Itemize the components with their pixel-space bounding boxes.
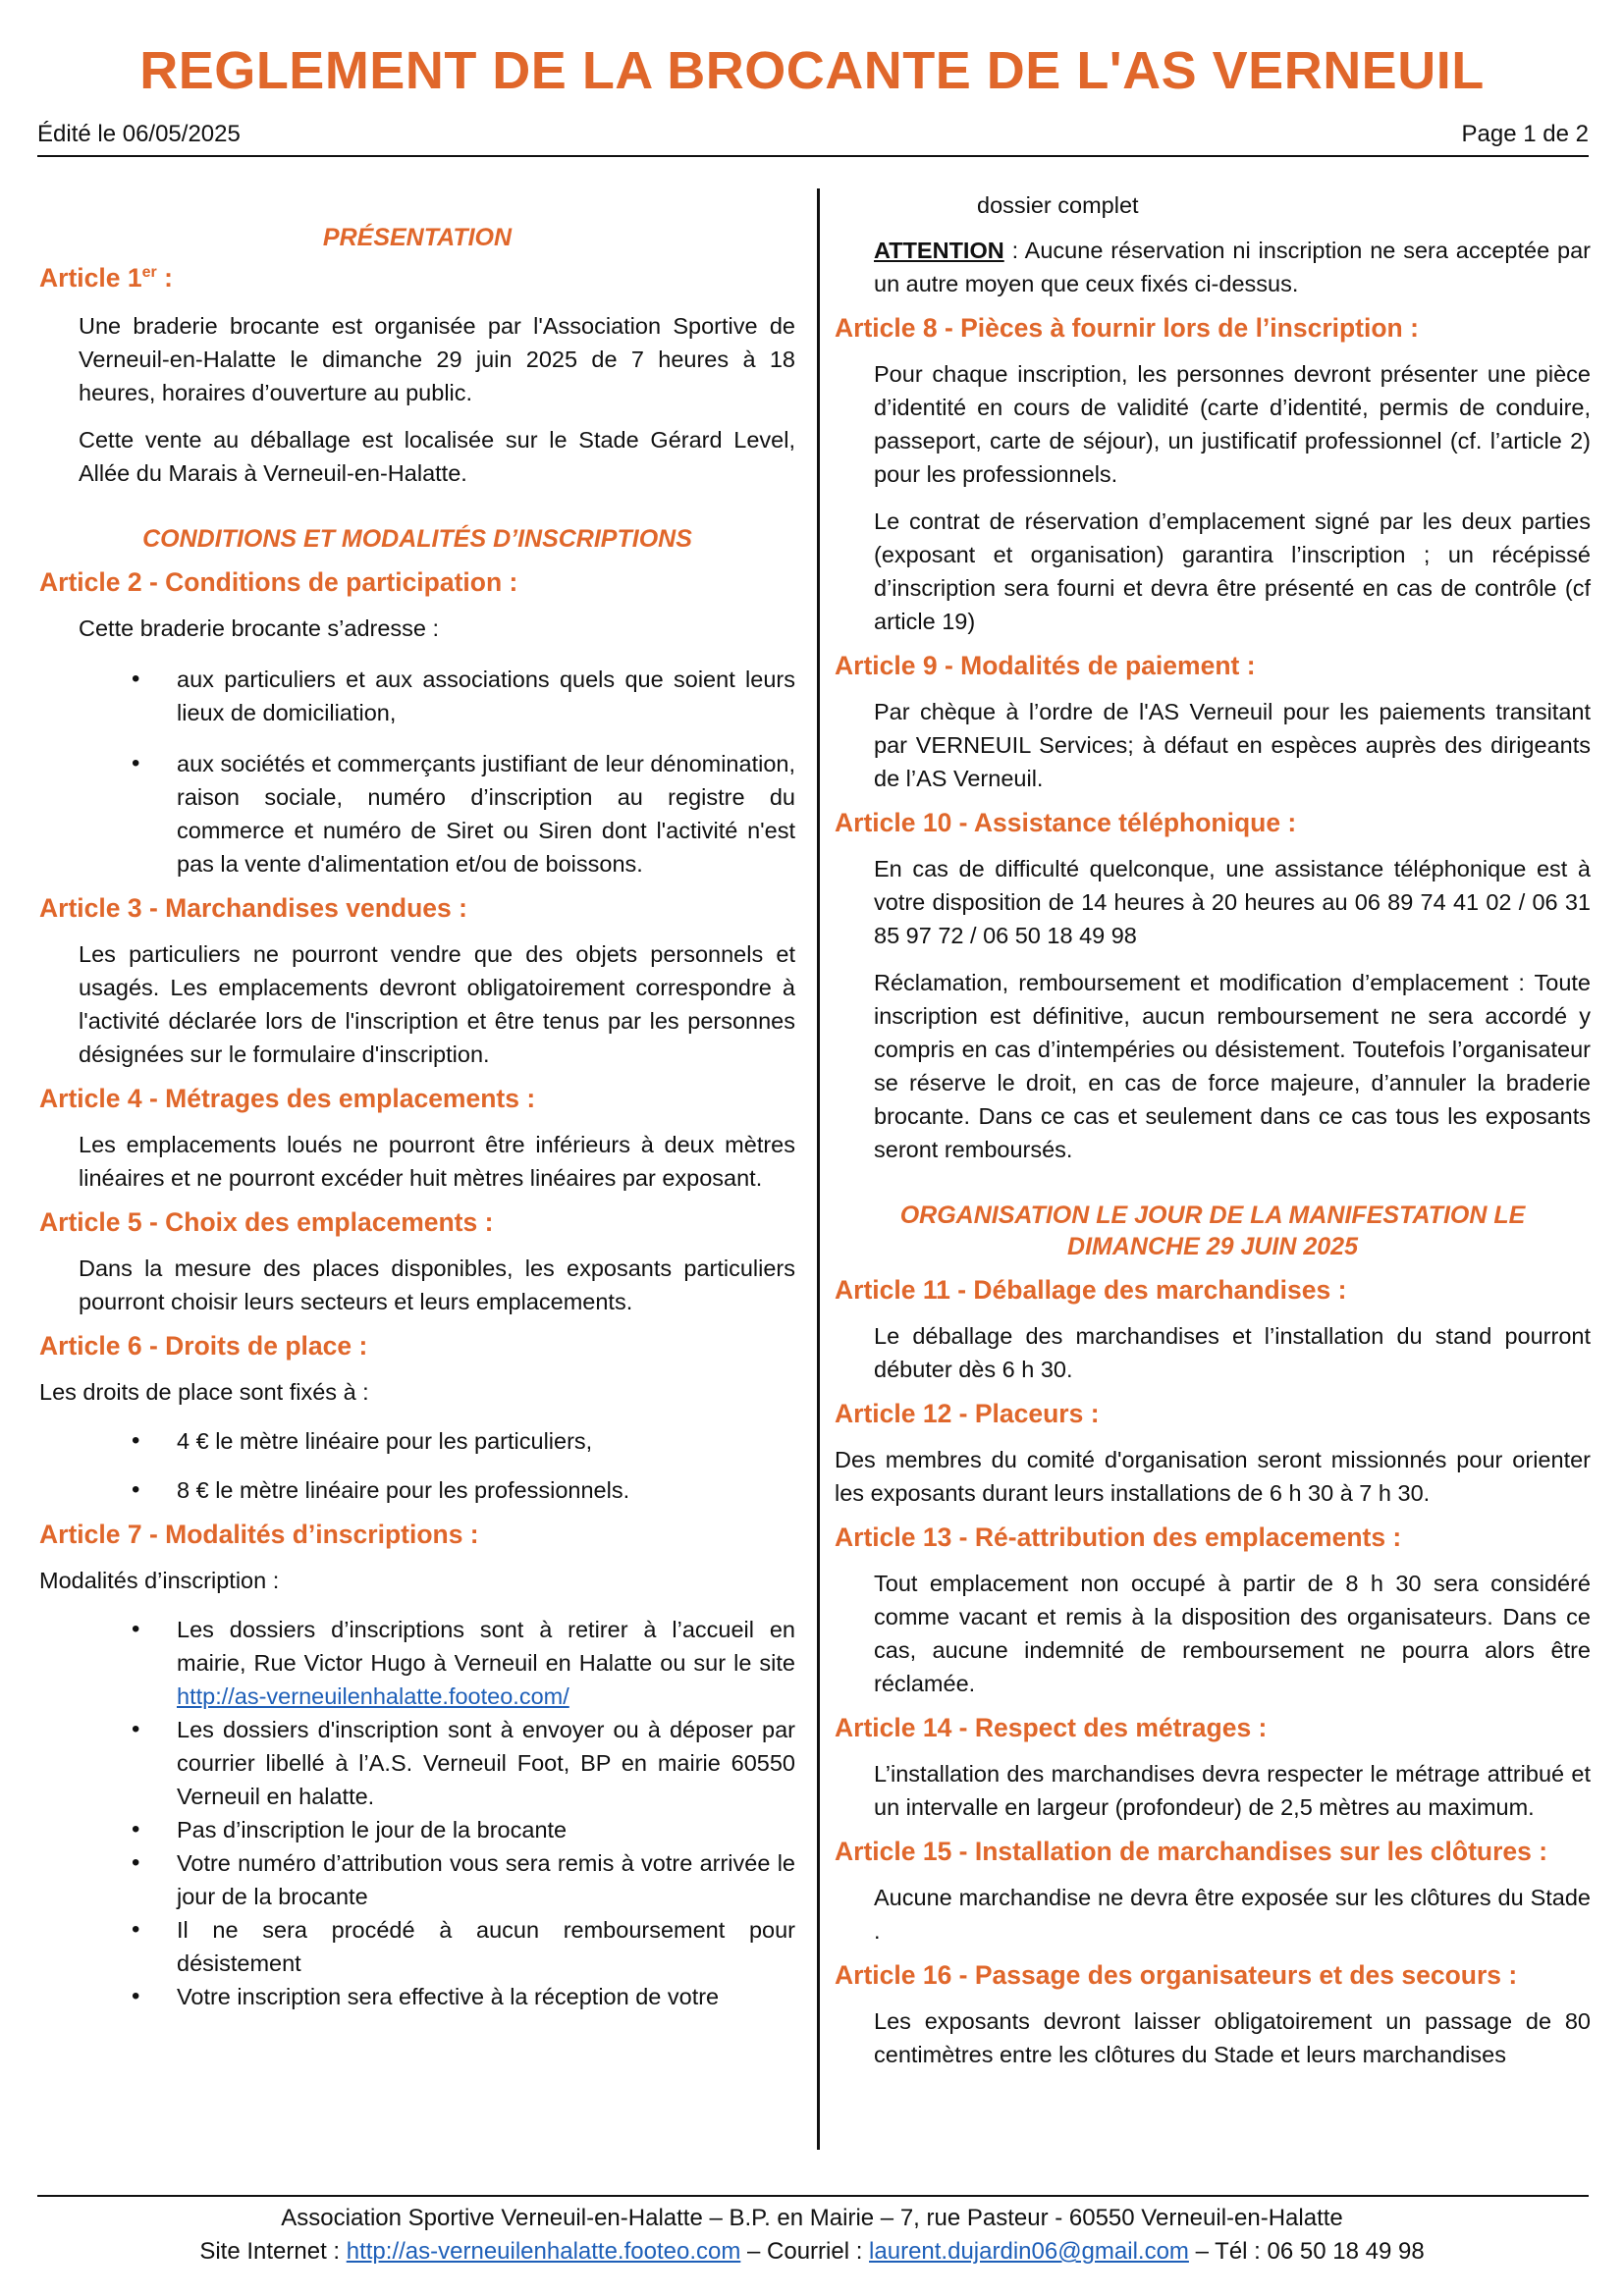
section-organisation-line-1: ORGANISATION LE JOUR DE LA MANIFESTATION LE: [899, 1201, 1526, 1229]
article-8-paragraph-1: Pour chaque inscription, les personnes devront présenter une pièce d’identité en cours de validité (carte d’identité, permis de conduire, passeport, carte de séjour), un justificatif professionnel (cf. l’article 2) pour les professionnels.: [874, 361, 1591, 487]
article-10-title: Article 10 - Assistance téléphonique :: [835, 808, 1297, 837]
footer-email-link[interactable]: laurent.dujardin06@gmail.com: [869, 2238, 1189, 2265]
article-6-list: [39, 1424, 795, 1507]
list-item: • Les dossiers d'inscription sont à envoyer ou à déposer par courrier libellé à l’A.S. Verneuil Foot, BP en mairie 60550 Verneuil en halatte.: [177, 1713, 795, 1813]
article-11-title: Article 11 - Déballage des marchandises :: [835, 1275, 1347, 1305]
list-item: • Votre numéro d’attribution vous sera remis à votre arrivée le jour de la brocante: [177, 1846, 795, 1913]
page-title: REGLEMENT DE LA BROCANTE DE L'AS VERNEUIL: [139, 41, 1485, 100]
footer-contact: [0, 2235, 1624, 2269]
article-4-title: Article 4 - Métrages des emplacements :: [39, 1083, 536, 1113]
list-item: [177, 1613, 795, 1713]
list-item: • aux sociétés et commerçants justifiant de leur dénomination, raison sociale, numéro d’inscription au registre du commerce et numéro de Siret ou Siren dont l'activité n'est pas la vente d'alimentation et/ou de boissons.: [177, 747, 795, 881]
site-link[interactable]: http://as-verneuilenhalatte.footeo.com/: [177, 1682, 569, 1709]
article-1-paragraph-2: Cette vente au déballage est localisée sur le Stade Gérard Level, Allée du Marais à Verneuil-en-Halatte.: [79, 426, 795, 486]
footer-divider: [37, 2195, 1589, 2197]
article-9-title: Article 9 - Modalités de paiement :: [835, 651, 1256, 680]
article-2-title: Article 2 - Conditions de participation :: [39, 566, 518, 597]
article-7-intro: Modalités d’inscription :: [39, 1567, 280, 1593]
footer-phone: – Tél : 06 50 18 49 98: [1188, 2238, 1425, 2265]
column-divider: [817, 188, 820, 2150]
list-item: • Votre inscription sera effective à la réception de votre: [177, 1980, 795, 2013]
list-item: • 4 € le mètre linéaire pour les particuliers,: [177, 1424, 795, 1458]
article-5-title: Article 5 - Choix des emplacements :: [39, 1206, 494, 1237]
attention-text: : Aucune réservation ni inscription ne sera acceptée par un autre moyen que ceux fixés ci-dessus.: [874, 238, 1591, 296]
article-12-title: Article 12 - Placeurs :: [835, 1399, 1100, 1428]
continued-text: dossier complet: [977, 192, 1139, 218]
article-15-title: Article 15 - Installation de marchandises sur les clôtures :: [835, 1837, 1548, 1866]
article-15-paragraph: Aucune marchandise ne devra être exposée sur les clôtures du Stade .: [874, 1885, 1591, 1944]
attention-paragraph: [835, 234, 1591, 300]
article-1-label: Article 1: [39, 262, 142, 293]
article-8-paragraph-2: Le contrat de réservation d’emplacement signé par les deux parties (exposant et organisation) garantira l’inscription ; un récépissé d’inscription sera fourni et devra être présenté en cas de contrôle (cf article 19): [874, 508, 1591, 634]
article-6-title: Article 6 - Droits de place :: [39, 1330, 368, 1361]
list-item-text: Les dossiers d’inscriptions sont à retirer à l’accueil en mairie, Rue Victor Hugo à Verneuil en Halatte ou sur le site: [177, 1616, 795, 1676]
article-4-paragraph: Les emplacements loués ne pourront être inférieurs à deux mètres linéaires et ne pourront excéder huit mètres linéaires par exposant.: [79, 1131, 795, 1191]
footer-mail-label: – Courriel :: [740, 2238, 870, 2265]
article-2-intro: Cette braderie brocante s’adresse :: [79, 614, 440, 641]
section-presentation: PRÉSENTATION: [322, 224, 513, 251]
section-organisation-line-2: DIMANCHE 29 JUIN 2025: [1067, 1233, 1358, 1260]
article-1-colon: :: [156, 262, 173, 293]
article-13-paragraph: Tout emplacement non occupé à partir de 8 h 30 sera considéré comme vacant et remis à la disposition des organisateurs. Dans ce cas, aucune indemnité de remboursement ne pourra alors être réclamée.: [874, 1571, 1591, 1696]
list-item: • Pas d’inscription le jour de la brocante: [177, 1813, 795, 1846]
article-10-paragraph-1: En cas de difficulté quelconque, une assistance téléphonique est à votre disposition de 14 heures à 20 heures au 06 89 74 41 02 / 06 31 85 97 72 / 06 50 18 49 98: [874, 856, 1591, 948]
article-14-paragraph: L’installation des marchandises devra respecter le métrage attribué et un intervalle en largeur (profondeur) de 2,5 mètres au maximum.: [874, 1761, 1591, 1820]
article-11-paragraph: Le déballage des marchandises et l’installation du stand pourront débuter dès 6 h 30.: [874, 1323, 1591, 1382]
section-conditions: CONDITIONS ET MODALITÉS D’INSCRIPTIONS: [142, 524, 692, 553]
attention-label: ATTENTION: [874, 238, 1004, 263]
article-7-title: Article 7 - Modalités d’inscriptions :: [39, 1519, 479, 1549]
right-column: [835, 188, 1591, 2071]
article-14-title: Article 14 - Respect des métrages :: [835, 1713, 1268, 1742]
article-3-paragraph: Les particuliers ne pourront vendre que des objets personnels et usagés. Les emplacements devront obligatoirement correspondre à l'activité déclarée lors de l'inscription et être tenus par les personnes désignées sur le formulaire d'inscription.: [79, 940, 795, 1067]
article-7-list: [39, 1613, 795, 2013]
list-item: • 8 € le mètre linéaire pour les professionnels.: [177, 1473, 795, 1507]
article-2-list: [39, 663, 795, 881]
article-12-paragraph: Des membres du comité d'organisation seront missionnés pour orienter les exposants durant leurs installations de 6 h 30 à 7 h 30.: [835, 1447, 1591, 1506]
article-6-intro: Les droits de place sont fixés à :: [39, 1378, 369, 1405]
article-10-paragraph-2: Réclamation, remboursement et modification d’emplacement : Toute inscription est définitive, aucun remboursement ne sera accordé y compris en cas d’intempéries ou désistement. Toutefois l’organisateur se réserve le droit, en cas de force majeure, d’annuler la braderie brocante. Dans ce cas et seulement dans ce cas tous les exposants seront remboursés.: [874, 970, 1591, 1162]
article-1-title: [39, 255, 795, 295]
list-item: • Il ne sera procédé à aucun remboursement pour désistement: [177, 1913, 795, 1980]
article-13-title: Article 13 - Ré-attribution des emplacements :: [835, 1522, 1402, 1552]
left-column: [39, 188, 795, 2013]
edit-date: Édité le 06/05/2025: [37, 121, 241, 147]
footer-site-label: Site Internet :: [199, 2238, 347, 2265]
section-organisation: [835, 1200, 1591, 1262]
article-1-paragraph-1: Une braderie brocante est organisée par l'Association Sportive de Verneuil-en-Halatte le dimanche 29 juin 2025 de 7 heures à 18 heures, horaires d’ouverture au public.: [79, 312, 795, 405]
article-16-title: Article 16 - Passage des organisateurs et des secours :: [835, 1960, 1518, 1990]
article-16-paragraph: Les exposants devront laisser obligatoirement un passage de 80 centimètres entre les clôtures du Stade et leurs marchandises: [874, 2008, 1591, 2067]
article-8-title: Article 8 - Pièces à fournir lors de l’inscription :: [835, 313, 1419, 343]
list-item: • aux particuliers et aux associations quels que soient leurs lieux de domiciliation,: [177, 663, 795, 729]
article-3-title: Article 3 - Marchandises vendues :: [39, 892, 467, 923]
article-1-sup: er: [141, 264, 157, 281]
article-9-paragraph: Par chèque à l’ordre de l'AS Verneuil pour les paiements transitant par VERNEUIL Services; à défaut en espèces auprès des dirigeants de l’AS Verneuil.: [874, 699, 1591, 791]
page-number: Page 1 de 2: [1461, 121, 1589, 147]
header-row: [37, 118, 1589, 157]
footer-address: Association Sportive Verneuil-en-Halatte – B.P. en Mairie – 7, rue Pasteur - 60550 Verneuil-en-Halatte: [281, 2205, 1343, 2231]
footer-site-link[interactable]: http://as-verneuilenhalatte.footeo.com: [346, 2238, 741, 2265]
article-5-paragraph: Dans la mesure des places disponibles, les exposants particuliers pourront choisir leurs secteurs et leurs emplacements.: [79, 1255, 795, 1314]
